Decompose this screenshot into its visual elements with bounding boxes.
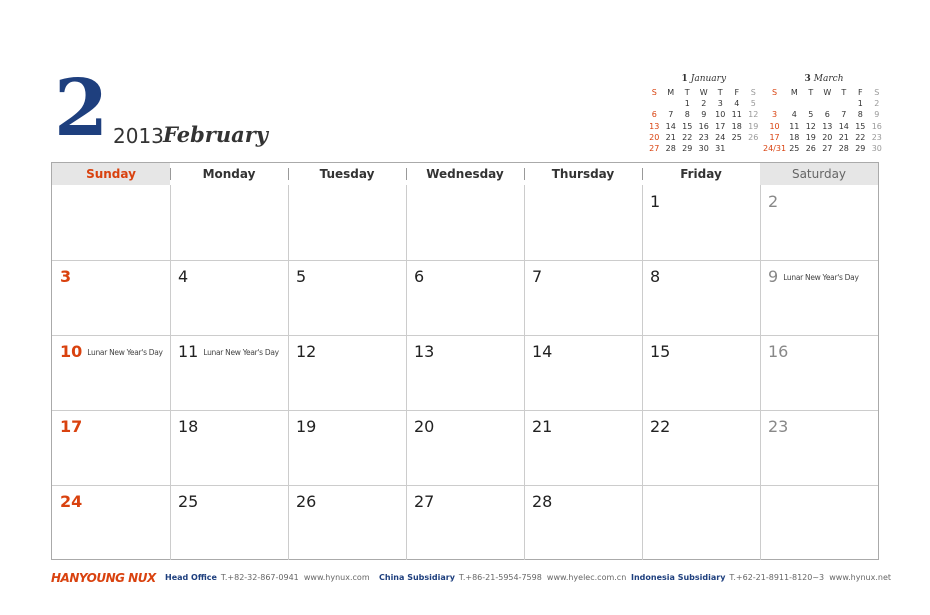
header-separator: [170, 168, 171, 180]
day-cell: [60, 342, 163, 361]
mini-day: 14: [838, 121, 849, 131]
footer-web: www.hynux.net: [829, 573, 892, 582]
year-label: 2013: [113, 124, 164, 148]
row-divider: [52, 410, 878, 411]
mini-month-number: 1: [681, 74, 688, 84]
mini-day: 31: [715, 144, 726, 154]
mini-weekday: S: [750, 88, 756, 98]
mini-calendar-title: [763, 74, 885, 87]
mini-day: 17: [715, 121, 726, 131]
day-cell: [650, 192, 660, 211]
mini-day: 5: [750, 99, 756, 109]
day-number: 15: [650, 342, 671, 361]
mini-day: 21: [665, 132, 676, 142]
mini-day: 20: [649, 132, 660, 142]
mini-day: 19: [748, 121, 759, 131]
mini-day: 13: [649, 121, 660, 131]
mini-day: [646, 98, 663, 109]
big-month-number: 2: [54, 63, 109, 154]
column-divider: [642, 185, 643, 560]
mini-day: 17: [769, 132, 780, 142]
mini-day: [663, 98, 680, 109]
mini-day: 8: [857, 110, 863, 120]
mini-day: 14: [665, 121, 676, 131]
weekday-header-tuesday: Tuesday: [319, 167, 375, 181]
day-number: 1: [650, 192, 661, 211]
mini-day: 2: [874, 99, 880, 109]
footer-phone: T.+62-21-8911-8120~3: [729, 573, 825, 582]
mini-day: 9: [874, 110, 880, 120]
mini-day: 30: [698, 144, 709, 154]
mini-day: 3: [717, 99, 723, 109]
footer-label: Head Office: [165, 573, 217, 582]
mini-month-name: March: [813, 74, 844, 84]
day-cell: [178, 417, 198, 436]
mini-day: 27: [822, 144, 833, 154]
mini-day: [786, 98, 803, 109]
footer-head-office: [165, 573, 370, 582]
mini-day: 23: [698, 132, 709, 142]
mini-day: 3: [771, 110, 778, 120]
mini-weekday: T: [684, 88, 690, 98]
mini-weekday: S: [651, 88, 657, 98]
day-number: 13: [414, 342, 435, 361]
header-separator: [288, 168, 289, 180]
day-cell: [532, 492, 552, 511]
day-cell: [296, 417, 316, 436]
mini-calendar-title: [646, 74, 762, 87]
day-number: 19: [296, 417, 317, 436]
day-cell: [650, 342, 670, 361]
mini-day: [729, 143, 746, 154]
day-cell: [650, 417, 670, 436]
footer-phone: T.+82-32-867-0941: [220, 573, 299, 582]
mini-day: [836, 98, 853, 109]
day-number: 6: [414, 267, 425, 286]
mini-day: 18: [731, 121, 742, 131]
month-name: February: [163, 122, 269, 147]
day-cell: [178, 267, 188, 286]
mini-day: 13: [822, 121, 833, 131]
mini-day: 22: [855, 132, 866, 142]
day-number: 10: [60, 342, 83, 361]
mini-day: 26: [748, 132, 759, 142]
mini-day: 10: [769, 121, 780, 131]
day-number: 28: [532, 492, 553, 511]
day-cell: [60, 267, 71, 286]
weekday-header-row: [52, 163, 878, 185]
mini-day: 12: [748, 110, 759, 120]
day-number: 26: [296, 492, 317, 511]
footer-web: www.hyelec.com.cn: [546, 573, 627, 582]
day-number: 27: [414, 492, 435, 511]
mini-day: 24: [715, 132, 726, 142]
day-cell: [414, 342, 434, 361]
mini-day: 10: [715, 110, 726, 120]
mini-calendar-january: [646, 74, 762, 154]
day-cell: [532, 267, 542, 286]
mini-day: 6: [651, 110, 657, 120]
mini-day: 7: [668, 110, 674, 120]
mini-day: 28: [838, 144, 849, 154]
mini-weekday: F: [858, 88, 863, 98]
mini-day: 18: [789, 132, 800, 142]
mini-day: 27: [649, 144, 660, 154]
footer-phone: T.+86-21-5954-7598: [458, 573, 542, 582]
mini-day: 16: [871, 121, 882, 131]
mini-day: 30: [871, 144, 882, 154]
mini-day: 22: [682, 132, 693, 142]
day-number: 14: [532, 342, 553, 361]
weekday-header-friday: Friday: [680, 167, 722, 181]
day-cell: [178, 342, 279, 361]
day-cell: [296, 492, 316, 511]
day-cell: [532, 342, 552, 361]
weekday-header-saturday: Saturday: [760, 163, 878, 185]
mini-weekday: T: [717, 88, 723, 98]
day-number: 4: [178, 267, 189, 286]
footer-label: Indonesia Subsidiary: [631, 573, 726, 582]
day-number: 21: [532, 417, 553, 436]
day-cell: [414, 267, 424, 286]
row-divider: [52, 485, 878, 486]
footer-indonesia-subsidiary: [631, 573, 891, 582]
day-number: 3: [60, 267, 72, 286]
day-cell: [768, 417, 788, 436]
day-cell: [768, 192, 778, 211]
row-divider: [52, 260, 878, 261]
mini-day: 29: [855, 144, 866, 154]
footer-label: China Subsidiary: [379, 573, 455, 582]
day-number: 7: [532, 267, 543, 286]
weekday-header-sunday: Sunday: [52, 163, 170, 185]
day-cell: [178, 492, 198, 511]
mini-day: 25: [789, 144, 800, 154]
day-number: 5: [296, 267, 307, 286]
day-number: 17: [60, 417, 83, 436]
column-divider: [170, 185, 171, 560]
mini-day: 11: [789, 121, 800, 131]
footer: [51, 571, 892, 587]
mini-calendar-march: [763, 74, 885, 154]
weekday-header-monday: Monday: [202, 167, 256, 181]
weekday-header-thursday: Thursday: [551, 167, 615, 181]
day-cell: [60, 417, 82, 436]
mini-weekday: W: [823, 88, 832, 98]
column-divider: [524, 185, 525, 560]
column-divider: [760, 185, 761, 560]
mini-day: 1: [857, 99, 863, 109]
mini-day: 20: [822, 132, 833, 142]
row-divider: [52, 335, 878, 336]
mini-day: 15: [682, 121, 693, 131]
day-number: 23: [768, 417, 789, 436]
mini-day: 7: [841, 110, 847, 120]
mini-day: 8: [684, 110, 690, 120]
day-number: 25: [178, 492, 199, 511]
mini-weekday: S: [771, 88, 778, 98]
day-cell: [414, 417, 434, 436]
weekday-header-wednesday: Wednesday: [426, 167, 504, 181]
company-logo: HANYOUNG NUX: [51, 571, 156, 585]
mini-weekday: M: [790, 88, 798, 98]
mini-day: 29: [682, 144, 693, 154]
mini-day: 5: [808, 110, 814, 120]
mini-day: [763, 98, 786, 109]
day-number: 2: [768, 192, 779, 211]
day-number: 16: [768, 342, 789, 361]
day-number: 24: [60, 492, 83, 511]
day-cell: [650, 267, 660, 286]
calendar-grid: [51, 162, 879, 560]
day-number: 22: [650, 417, 671, 436]
mini-day: 24/31: [763, 144, 787, 154]
day-cell: [296, 267, 306, 286]
header-separator: [524, 168, 525, 180]
mini-day: 4: [734, 99, 740, 109]
mini-weekday: S: [874, 88, 880, 98]
day-number: 20: [414, 417, 435, 436]
day-cell: [768, 267, 859, 286]
column-divider: [288, 185, 289, 560]
holiday-note: Lunar New Year's Day: [783, 273, 859, 282]
footer-china-subsidiary: [379, 573, 626, 582]
day-cell: [414, 492, 434, 511]
mini-weekday: M: [667, 88, 675, 98]
mini-day: 15: [855, 121, 866, 131]
mini-day: 6: [824, 110, 830, 120]
mini-weekday: F: [734, 88, 740, 98]
mini-day: 1: [684, 99, 690, 109]
holiday-note: Lunar New Year's Day: [87, 348, 163, 357]
mini-day: 19: [805, 132, 816, 142]
day-number: 9: [768, 267, 779, 286]
day-cell: [532, 417, 552, 436]
day-number: 12: [296, 342, 317, 361]
mini-weekday: T: [841, 88, 847, 98]
mini-weekday: T: [808, 88, 814, 98]
mini-day: [819, 98, 836, 109]
mini-day: [745, 143, 762, 154]
mini-month-name: January: [690, 74, 727, 84]
day-number: 11: [178, 342, 199, 361]
mini-day: 9: [701, 110, 707, 120]
mini-weekday: W: [699, 88, 708, 98]
header-separator: [406, 168, 407, 180]
mini-day: [803, 98, 820, 109]
mini-day: 12: [805, 121, 816, 131]
day-cell: [296, 342, 316, 361]
day-cell: [60, 492, 82, 511]
mini-day: 11: [731, 110, 742, 120]
holiday-note: Lunar New Year's Day: [203, 348, 279, 357]
day-number: 18: [178, 417, 199, 436]
mini-month-number: 3: [804, 74, 811, 84]
header-separator: [642, 168, 643, 180]
day-cell: [768, 342, 788, 361]
mini-day: 2: [701, 99, 707, 109]
mini-day: 16: [698, 121, 709, 131]
footer-web: www.hynux.com: [303, 573, 370, 582]
day-number: 8: [650, 267, 661, 286]
mini-day: 28: [665, 144, 676, 154]
column-divider: [406, 185, 407, 560]
mini-day: 26: [805, 144, 816, 154]
mini-day: 23: [871, 132, 882, 142]
mini-day: 25: [731, 132, 742, 142]
mini-day: 21: [838, 132, 849, 142]
mini-day: 4: [791, 110, 797, 120]
